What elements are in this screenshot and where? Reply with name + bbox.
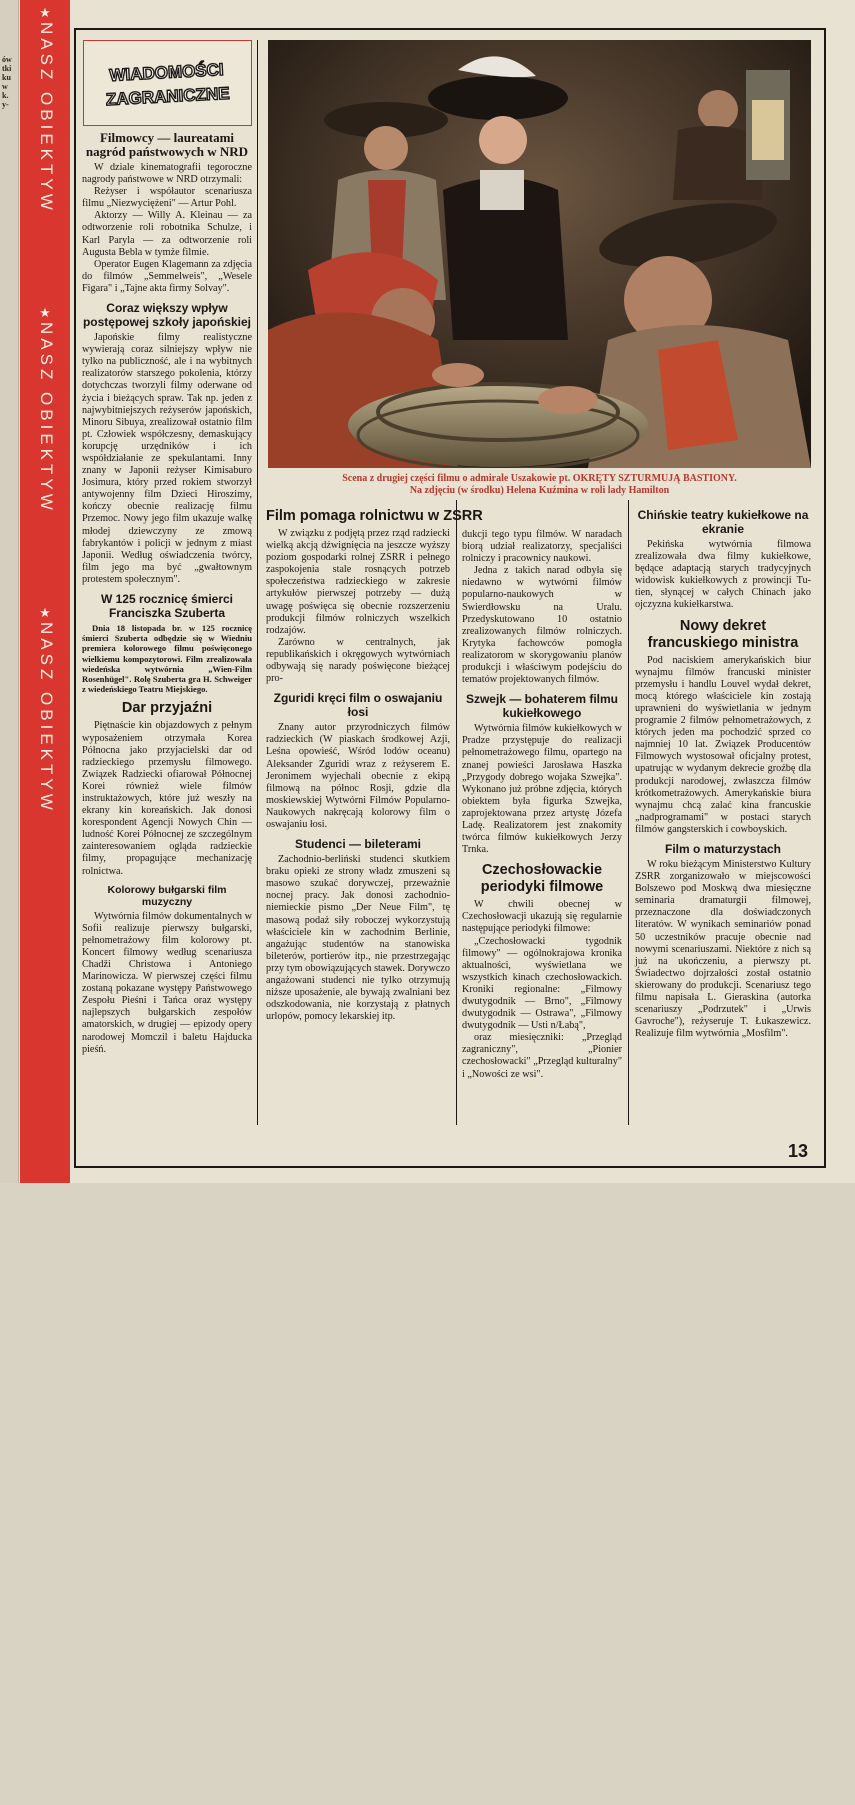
article-title: Kolorowy bułgarski film muzyczny <box>107 883 227 908</box>
article-paragraph: W dziale kinematografii tegoroczne nagrody państwowe w NRD otrzymali: <box>82 162 252 186</box>
article-title: Chińskie teatry kukiełkowe na ekranie <box>637 508 809 536</box>
article-title: Film pomaga rolnictwu w ZSRR <box>266 508 483 524</box>
article-title: Szwejk — bohaterem filmu kukiełkowego <box>465 692 619 721</box>
star-icon: ★ <box>39 305 51 320</box>
band-label-top: NASZ OBIEKTYW <box>37 22 56 214</box>
column-4 <box>635 508 811 1040</box>
article-paragraph: Zarówno w centralnych, jak republikańskich i okręgowych wytwórniach odbywają się narady poświęcone bieżącej pro- <box>266 636 450 685</box>
photo-caption <box>268 473 811 497</box>
article-paragraph: oraz miesięczniki: „Przegląd zagraniczny", „Pionier czechosłowacki" „Przegląd kulturalny" i „Nowości ze wsi". <box>462 1032 622 1080</box>
caption-line1: Scena z drugiej części filmu o admirale Uszakowie pt. OKRĘTY SZTURMUJĄ BASTIONY. <box>342 473 737 484</box>
article-paragraph: Reżyser i współautor scenariusza filmu „Niezwyciężeni" — Artur Pohl. <box>82 186 252 210</box>
article-paragraph: W związku z podjętą przez rząd radziecki wielką akcją dźwignięcia na jeszcze wyższy poziom gospodarki rolnej ZSRR i pełnego zaspokojenia stale rosnących potrzeb społeczeństwa radzieckiego w zakresie artykułów pierwszej potrzeby — dużą uwagę poświęca się obecnie rozszerzeniu produkcji filmów rolniczych wszelkich rodzajów. <box>266 528 450 636</box>
section-logo <box>96 52 238 112</box>
article-paragraph: Piętnaście kin objazdowych z pełnym wyposażeniem otrzymała Korea Północna jako przyjacielski dar od radzieckiego przemysłu filmowego. Związek Radziecki ofiarował Północnej Korei również wiele filmów instruktażowych, które już weszły na ekrany kin koreańskich. Jak donosi korespondent Agencji Nowych Chin — ludność Korei Północnej ze szczególnym zainteresowaniem ogląda radzieckie filmy, propagujące mechanizację rolnictwa. <box>82 720 252 877</box>
column-rule <box>628 500 629 1125</box>
previous-page-edge <box>0 0 19 1183</box>
article-paragraph: dukcji tego typu filmów. W naradach biorą udział realizatorzy, specjaliści rolniczy i pracownicy naukowi. <box>462 529 622 565</box>
column-rule <box>257 40 258 1125</box>
article-paragraph: „Czechosłowacki tygodnik filmowy" — ogólnokrajowa kronika aktualności, wyświetlana we wszystkich kinach czechosłowackich. Kroniki regionalne: „Filmowy dwutygodnik — Brno", „Filmowy dwutygodnik — Ostrawa", „Filmowy dwutygodnik — Usti n/Łabą", <box>462 935 622 1032</box>
column-1 <box>82 131 252 1056</box>
article-title: Zguridi kręci film o oswajaniu łosi <box>273 691 443 720</box>
article-title: Film o maturzystach <box>664 841 782 856</box>
logo-line2: ZAGRANICZNE <box>105 83 231 110</box>
band-label-middle: NASZ OBIEKTYW <box>37 322 56 514</box>
article-title: Coraz większy wpływ postępowej szkoły japońskiej <box>82 301 252 330</box>
article-title: Dar przyjaźni <box>121 700 213 717</box>
article-title: Czechosłowackie periodyki filmowe <box>480 862 604 896</box>
article-title: Studenci — bileterami <box>294 837 422 852</box>
article-paragraph: Wytwórnia filmów kukiełkowych w Pradze przystępuje do realizacji pełnometrażowego filmu, opartego na znanej powieści Jarosława Haszka „Przygody dobrego wojaka Szwejka". Wykonano już próbne zdjęcia, których obiektem była figurka Szwejka, zaprojektowana przez artystę Józefa Ladę. Realizatorem jest znakomity twórca filmów kukiełkowych Jerzy Trnka. <box>462 723 622 856</box>
article-paragraph: Pod naciskiem amerykańskich biur wynajmu filmów francuski minister przemysłu i handlu Louvel wydał dekret, mocą którego właściciele kin zostają uprawnieni do wyświetlania w jednym programie 2 filmów pełnometrażowych, z których jeden ma pochodzić sprzed co najmniej 10 lat. Związek Producentów Filmowych wystosował oficjalny protest, upatrując w wydanym dekrecie groźbę dla produkcji narodowej, zwłaszcza filmów krótkometrażowych. Amerykańskie biura wynajmu chcą zalać kina francuskie „nadprogramami" w postaci starych filmów gangsterskich i cowboyskich. <box>635 654 811 835</box>
edge-text: ów tki ku w k. y- <box>2 55 12 109</box>
article-paragraph: Wytwórnia filmów dokumentalnych w Sofii realizuje pierwszy bułgarski, pełnometrażowy film kolorowy pt. Koncert filmowy według scenariusza Chadži Christowa i Antoniego Marinowicza. W pierwszej części filmu zostaną pokazane występy Państwowego Zespołu Pieśni i Tańca oraz występy najlepszych bułgarskich zespołów amatorskich, w drugiej — epizody opery narodowej Momczil i baletu Hajducka pieśń. <box>82 910 252 1055</box>
band-label-bottom: NASZ OBIEKTYW <box>37 622 56 814</box>
star-icon: ★ <box>39 5 51 20</box>
article-title: Nowy dekret francuskiego ministra <box>647 617 799 651</box>
article-paragraph: Japońskie filmy realistyczne wywierają coraz silniejszy wpływ nie tylko na publiczność, ale i na wybitnych realizatorów starszego pokolenia, którzy dotychczas tworzyli filmy oderwane od życia i bieżących spraw. Tak np. jeden z najwybitniejszych reżyserów japońskich, Minoru Sibuya, zrealizował ostatnio film pt. Człowiek współczesny, demaskujący korupcję urzędników i ich współdziałanie ze spekulantami. Inny znany w Japonii reżyser Kimisaburo Josimura, który przed rokiem stworzył antywojenny film Dzieci Hiroszimy, kończy obecnie realizację filmu Przemoc. Nowy jego film ukazuje walkę młodej dziewczyny ze zmową fabrykantów i policji w jednym z miast Japonii. Według oświadczenia twórcy, film jego ma być „gwałtownym protestem społecznym". <box>82 332 252 585</box>
article-paragraph: Dnia 18 listopada br. w 125 rocznicę śmierci Szuberta odbędzie się w Wiedniu premiera kolorowego filmu poświęconego wielkiemu kompozytorowi. Film zrealizowała wiedeńska wytwórnia „Wien-Film Rosenhügel". Rolę Szuberta gra H. Schweiger z wiedeńskiego Teatru Miejskiego. <box>82 623 252 695</box>
star-icon: ★ <box>39 605 51 620</box>
article-paragraph: Zachodnio-berliński studenci skutkiem braku opieki ze strony władz zmuszeni są masowo szukać dorywczej, przeważnie nocnej pracy. Jak donosi zachodnio-niemieckie pismo „Der Neue Film", tę masową podaż siły roboczej wykorzystują właściciele kin w zachodnim Berlinie, angażując studentów na stanowiska bileterów, portierów itp., nie przestrzegając przy tym obowiązujących stawek. Dorywczo angażowani studenci nie tylko otrzymują niższe uposażenie, ale bywają zwalniani bez odszkodowania, nie korzystają z płatnych urlopów, pomocy lekarskiej itp. <box>266 854 450 1023</box>
article-paragraph: Znany autor przyrodniczych filmów radzieckich (W piaskach środkowej Azji, Leśna opowieść, Wśród lodów oceanu) Aleksander Zguridi wraz z reżyserem E. Jeronimem wyjechali obecnie z ekipą filmową na północ Rosji, gdzie dla moskiewskiej Wytwórni Filmów Popularno-Naukowych nakręcają kolorowy film o oswajaniu łosi. <box>266 722 450 830</box>
column-rule <box>456 500 457 1125</box>
article-title: Filmowcy — laureatami nagród państwowych w NRD <box>85 130 249 159</box>
logo-line1: WIADOMOŚCI <box>108 60 225 85</box>
column-3 <box>462 529 622 1081</box>
article-paragraph: Pekińska wytwórnia filmowa zrealizowała dwa filmy kukiełkowe, będące adaptacją starych tradycyjnych widowisk kukiełkowych z prowincji Tu-tien, słynącej w całych Chinach jako ojczyzna kukiełkarstwa. <box>635 539 811 611</box>
caption-line2: Na zdjęciu (w środku) Helena Kuźmina w roli lady Hamilton <box>409 485 670 496</box>
article-paragraph: W roku bieżącym Ministerstwo Kultury ZSRR zorganizowało w miejscowości Bolszewo pod Moskwą dwa miesięczne seminaria dramaturgii filmowej, przeznaczone dla doświadczonych literatów. W wynikach seminariów ponad 50 uczestników pracuje obecnie nad nowymi scenariuszami. Niektóre z nich są już na ukończeniu, a pierwszy pt. Świadectwo dojrzałości został ostatnio skierowany do produkcji. Scenariusz tego filmu napisała L. Gieraskina (autorka scenariuszy „Podrzutek" i „Urwis Gavroche"), reżyseruje T. Łukaszewicz. Realizuje film wytwórnia „Mosfilm". <box>635 858 811 1040</box>
film-still-photo <box>268 40 811 468</box>
article-paragraph: W chwili obecnej w Czechosłowacji ukazują się regularnie następujące periodyki filmowe: <box>462 899 622 935</box>
article-paragraph: Operator Eugen Klagemann za zdjęcia do filmów „Semmelweis", „Wesele Figara" i „Tajne akta firmy Solvay". <box>82 258 252 294</box>
article-title: W 125 rocznicę śmierci Franciszka Szuberta <box>100 592 234 620</box>
page-number: 13 <box>788 1141 809 1161</box>
column-2 <box>266 508 483 1023</box>
article-paragraph: Aktorzy — Willy A. Kleinau — za odtworzenie roli robotnika Schulze, i Karl Paryla — za odtworzenie roli Augusta Bebla w tymże filmie. <box>82 210 252 258</box>
article-paragraph: Jedna z takich narad odbyła się niedawno w wytwórni filmów popularno-naukowych w Swierdłowsku na Uralu. Przedyskutowano 10 ostatnio zrealizowanych filmów rolniczych. Krytyka fachowców pomogła realizatorom w skorygowaniu planów produkcji i właściwym podejściu do tematów projektowanych filmów. <box>462 565 622 686</box>
